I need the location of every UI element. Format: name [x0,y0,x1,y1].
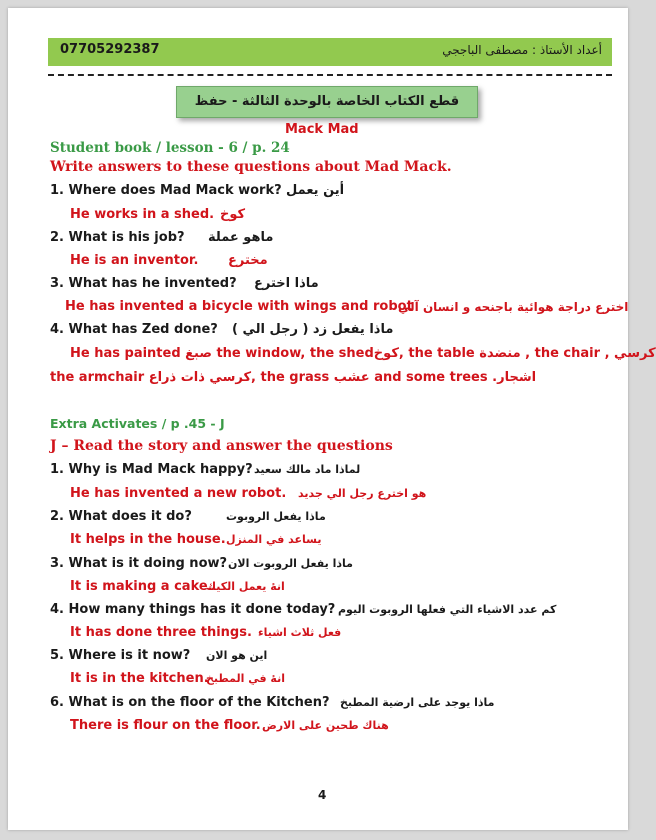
s1-answer-4-line2 [50,370,536,386]
s1-answer-1-ar: كوخ [220,207,246,222]
s1-question-4-ar: ماذا يفعل زد ( رجل الي ) [232,322,394,337]
a4-word-3: منضدة [479,346,521,361]
a4-part-1: He has painted [70,346,181,361]
header-bar [48,38,612,66]
a4-word-1: صبغ [185,346,212,361]
section1-heading: Student book / lesson - 6 / p. 24 [50,140,290,156]
story-title: Mack Mad [285,122,359,137]
s2-question-6: 6. What is on the floor of the Kitchen? [50,695,330,710]
s2-answer-4-ar: فعل ثلاث اشياء [258,626,342,639]
a4-part-7: and some trees [374,370,488,385]
s1-answer-4-line1 [70,346,656,362]
s2-answer-2-ar: يساعد في المنزل [226,533,322,546]
section2-instruction: J – Read the story and answer the questions [50,438,393,454]
s1-question-1-ar: أين يعمل [286,183,345,198]
s1-question-1: 1. Where does Mad Mack work? [50,183,282,198]
a4-part-3: , the table [398,346,475,361]
s1-answer-3: He has invented a bicycle with wings and robot [65,299,413,314]
author-credit: أعداد الأستاذ : مصطفى الباججي [442,43,602,57]
s2-answer-5: It is in the kitchen. [70,671,209,686]
s2-answer-6: There is flour on the floor. [70,718,261,733]
s2-question-5-ar: اين هو الان [206,649,268,662]
s1-question-2-ar: ماهو عملة [208,230,274,245]
section1-instruction: Write answers to these questions about Mad Mack. [50,159,452,175]
dashed-divider [48,74,612,76]
s1-answer-2: He is an inventor. [70,253,199,268]
s2-question-4: 4. How many things has it done today? [50,602,336,617]
s2-answer-1-ar: هو اخترع رجل الي جديد [298,487,427,500]
s2-question-2-ar: ماذا يفعل الروبوت [226,510,326,523]
a4-part-2: the window, the shed [216,346,374,361]
s2-answer-6-ar: هناك طحين على الارض [262,719,389,732]
a4-word-6: عشب [333,370,370,385]
document-page [8,8,656,830]
s2-question-3: 3. What is it doing now? [50,556,228,571]
s1-answer-1: He works in a shed. [70,207,215,222]
s2-answer-1: He has invented a new robot. [70,486,287,501]
s1-question-3-ar: ماذا اخترع [254,276,319,291]
s1-question-3: 3. What has he invented? [50,276,237,291]
s2-question-4-ar: كم عدد الاشياء التي فعلها الروبوت اليوم [338,603,557,616]
unit-title: قطع الكتاب الخاصة بالوحدة الثالثة - حفظ [176,86,478,118]
s2-question-5: 5. Where is it now? [50,648,191,663]
s1-question-2: 2. What is his job? [50,230,185,245]
s2-answer-3: It is making a cake. [70,579,213,594]
a4-word-4: كرسي , [604,346,656,361]
a4-word-5: كرسي ذات ذراع [148,370,252,385]
s2-answer-4: It has done three things. [70,625,252,640]
s2-question-1: 1. Why is Mad Mack happy? [50,462,253,477]
s2-answer-2: It helps in the house. [70,532,226,547]
section2-heading: Extra Activates / p .45 - J [50,416,225,431]
a4-word-7: اشجار. [492,370,537,385]
s2-answer-3-ar: انهٔ يعمل الكيك [206,580,285,593]
a4-part-5: the armchair [50,370,145,385]
s2-question-2: 2. What does it do? [50,509,192,524]
page-number: 4 [318,788,327,802]
s1-answer-2-ar: مخترع [228,253,268,268]
a4-part-4: , the chair [525,346,601,361]
a4-word-2: كوخ [373,346,399,361]
s2-question-1-ar: لماذا ماد مالك سعيد [254,463,361,476]
s2-answer-5-ar: انهٔ في المطبخ [206,672,285,685]
s2-question-3-ar: ماذا يفعل الروبوت الان [228,557,353,570]
s1-question-4: 4. What has Zed done? [50,322,218,337]
a4-part-6: , the grass [251,370,330,385]
s2-question-6-ar: ماذا يوجد على ارضية المطبخ [340,696,495,709]
phone-number: 07705292387 [60,42,160,57]
s1-answer-3-ar: اخترع دراجة هوائية باجنحه و انسان آلي [398,300,629,314]
